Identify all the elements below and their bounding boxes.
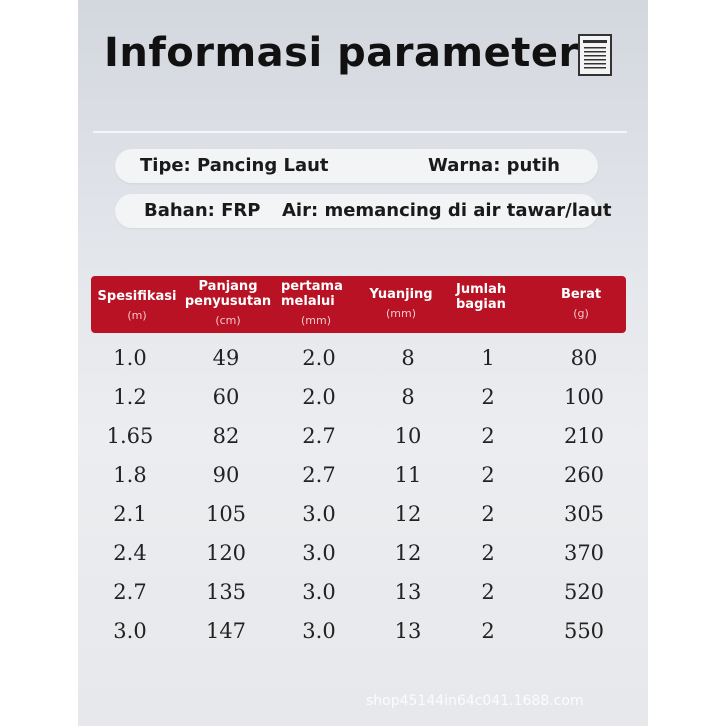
table-cell: 120: [205, 541, 247, 565]
table-row: [91, 456, 626, 495]
table-cell: 11: [394, 463, 422, 487]
table-cell: 12: [394, 541, 422, 565]
table-cell: 12: [394, 502, 422, 526]
table-cell: 60: [212, 385, 240, 409]
table-cell: 3.0: [302, 580, 336, 604]
table-cell: 1.0: [113, 346, 147, 370]
table-cell: 305: [563, 502, 605, 526]
table-row: [91, 612, 626, 651]
table-row: [91, 534, 626, 573]
table-cell: 13: [394, 580, 422, 604]
table-cell: 100: [563, 385, 605, 409]
header-weight: Berat (g): [560, 287, 602, 320]
table-cell: 2.7: [302, 424, 336, 448]
table-cell: 3.0: [302, 502, 336, 526]
divider: [93, 131, 627, 133]
header-first-pass: pertama melalui (mm): [281, 279, 343, 327]
table-cell: 370: [563, 541, 605, 565]
table-row: [91, 378, 626, 417]
table-cell: 2: [481, 580, 495, 604]
page-title: Informasi parameter: [104, 30, 579, 76]
table-cell: 2: [481, 541, 495, 565]
table-cell: 550: [563, 619, 605, 643]
header-sections: Jumlah bagian: [456, 282, 507, 312]
table-cell: 80: [570, 346, 598, 370]
table-cell: 135: [205, 580, 247, 604]
table-cell: 8: [401, 346, 415, 370]
document-icon: [578, 34, 612, 76]
table-cell: 260: [563, 463, 605, 487]
table-cell: 3.0: [302, 541, 336, 565]
info-color: Warna: putih: [428, 155, 560, 176]
table-cell: 1.2: [113, 385, 147, 409]
table-header: [91, 276, 626, 333]
table-cell: 520: [563, 580, 605, 604]
table-cell: 10: [394, 424, 422, 448]
info-material: Bahan: FRP: [144, 200, 261, 221]
table-cell: 3.0: [113, 619, 147, 643]
header-yuanjing: Yuanjing (mm): [369, 287, 433, 320]
table-cell: 2.7: [302, 463, 336, 487]
watermark: shop45144in64c041.1688.com: [366, 693, 584, 709]
table-cell: 2: [481, 385, 495, 409]
info-water: Air: memancing di air tawar/laut: [282, 200, 612, 221]
table-cell: 2: [481, 619, 495, 643]
table-row: [91, 495, 626, 534]
table-cell: 2: [481, 424, 495, 448]
table-cell: 3.0: [302, 619, 336, 643]
table-cell: 1.65: [106, 424, 154, 448]
table-cell: 8: [401, 385, 415, 409]
table-cell: 13: [394, 619, 422, 643]
table-cell: 147: [205, 619, 247, 643]
table-cell: 2.0: [302, 346, 336, 370]
table-cell: 2.1: [113, 502, 147, 526]
table-cell: 2: [481, 463, 495, 487]
table-cell: 49: [212, 346, 240, 370]
table-cell: 2.4: [113, 541, 147, 565]
table-cell: 82: [212, 424, 240, 448]
header-length: Panjang penyusutan (cm): [184, 279, 272, 327]
table-cell: 1.8: [113, 463, 147, 487]
header-spec: Spesifikasi (m): [97, 289, 177, 322]
table-cell: 2.0: [302, 385, 336, 409]
table-cell: 90: [212, 463, 240, 487]
table-cell: 105: [205, 502, 247, 526]
table-cell: 210: [563, 424, 605, 448]
table-cell: 2.7: [113, 580, 147, 604]
table-row: [91, 573, 626, 612]
table-cell: 2: [481, 502, 495, 526]
table-row: [91, 417, 626, 456]
info-type: Tipe: Pancing Laut: [140, 155, 329, 176]
table-row: [91, 339, 626, 378]
table-cell: 1: [481, 346, 495, 370]
